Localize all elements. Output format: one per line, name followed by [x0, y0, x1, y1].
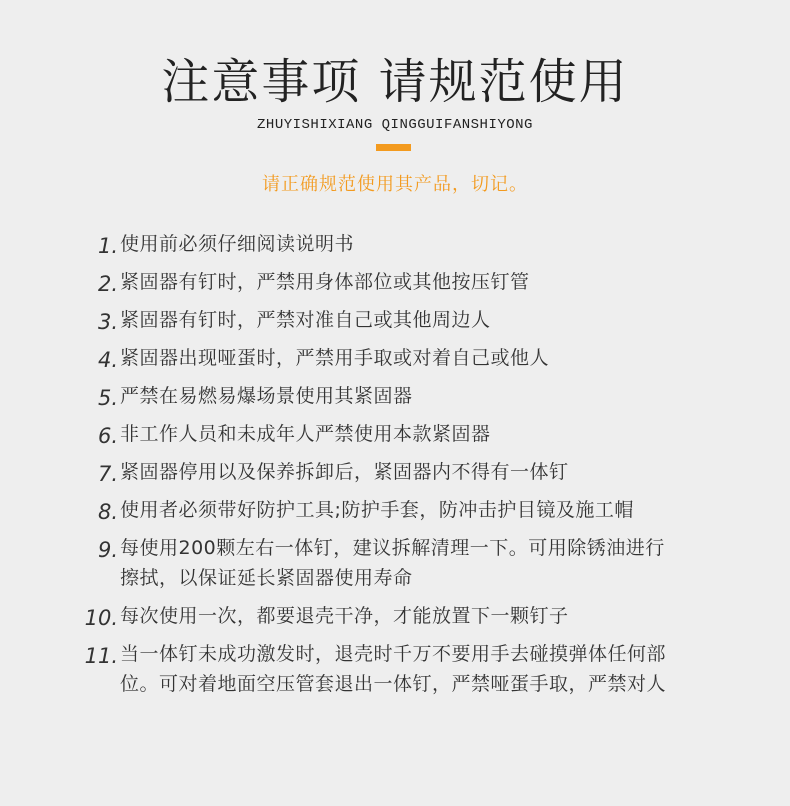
- item-text: 每次使用一次，都要退壳干净，才能放置下一颗钉子: [120, 605, 569, 627]
- item-text: 紧固器停用以及保养拆卸后，紧固器内不得有一体钉: [120, 461, 569, 483]
- list-item: [80, 305, 740, 343]
- item-number: 3.: [97, 310, 118, 334]
- item-number: 2.: [97, 272, 118, 296]
- item-text: [118, 639, 666, 699]
- list-item: [80, 267, 740, 305]
- item-number: 11.: [84, 644, 118, 668]
- list-item: [80, 457, 740, 495]
- item-text: [118, 533, 665, 593]
- item-number: 10.: [84, 606, 118, 630]
- item-text-line-1: 每使用200颗左右一体钉，建议拆解清理一下。可用除锈油进行: [120, 537, 665, 559]
- list-item: [80, 639, 740, 707]
- item-text: 紧固器出现哑蛋时，严禁用手取或对着自己或他人: [120, 347, 550, 369]
- page-subtitle-pinyin: ZHUYISHIXIANG QINGGUIFANSHIYONG: [257, 117, 533, 133]
- item-text: 非工作人员和未成年人严禁使用本款紧固器: [120, 423, 491, 445]
- item-number: 1.: [97, 234, 118, 258]
- list-item: [80, 229, 740, 267]
- item-text-line-2: 擦拭，以保证延长紧固器使用寿命: [120, 567, 413, 589]
- item-text-line-2: 位。可对着地面空压管套退出一体钉，严禁哑蛋手取，严禁对人: [120, 673, 667, 695]
- item-number: 8.: [97, 500, 118, 524]
- page-title: 注意事项 请规范使用: [161, 54, 629, 110]
- item-text: 使用者必须带好防护工具;防护手套，防冲击护目镜及施工帽: [120, 499, 634, 521]
- precautions-list: [80, 229, 740, 707]
- item-number: 6.: [97, 424, 118, 448]
- item-text-line-1: 当一体钉未成功激发时，退壳时千万不要用手去碰摸弹体任何部: [120, 643, 667, 665]
- item-number: 4.: [97, 348, 118, 372]
- notice-text: 请正确规范使用其产品，切记。: [262, 174, 528, 195]
- accent-divider: [376, 144, 411, 151]
- item-number: 7.: [97, 462, 118, 486]
- item-text: 严禁在易燃易爆场景使用其紧固器: [120, 385, 413, 407]
- list-item: [80, 495, 740, 533]
- list-item: [80, 343, 740, 381]
- item-number: 5.: [97, 386, 118, 410]
- list-item: [80, 533, 740, 601]
- item-text: 紧固器有钉时，严禁用身体部位或其他按压钉管: [120, 271, 530, 293]
- list-item: [80, 419, 740, 457]
- list-item: [80, 381, 740, 419]
- item-text: 紧固器有钉时，严禁对准自己或其他周边人: [120, 309, 491, 331]
- item-number: 9.: [97, 538, 118, 562]
- list-item: [80, 601, 740, 639]
- item-text: 使用前必须仔细阅读说明书: [120, 233, 355, 255]
